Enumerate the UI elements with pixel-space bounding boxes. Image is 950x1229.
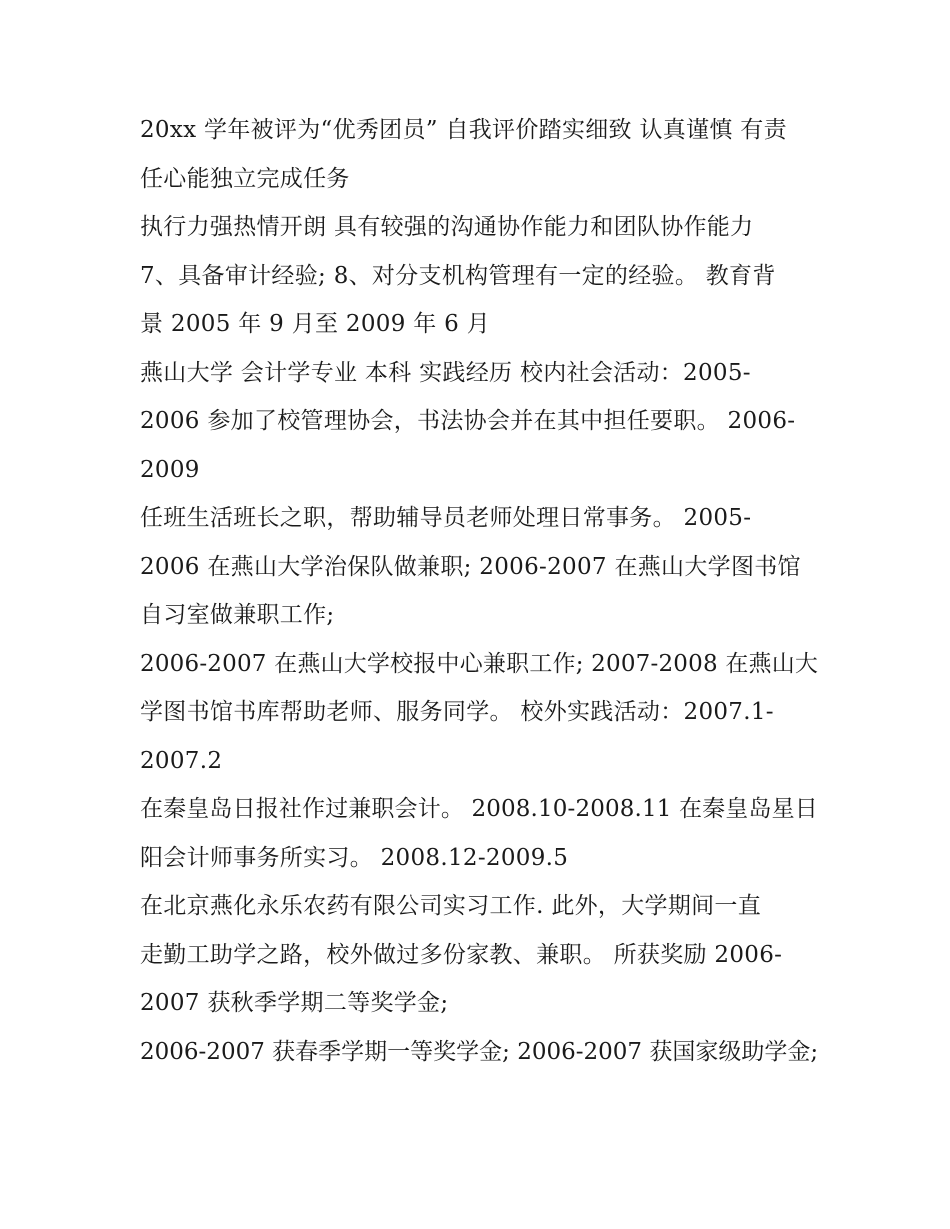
text-line: 学图书馆书库帮助老师、服务同学。 校外实践活动：2007.1- (140, 699, 774, 725)
text-line: 燕山大学 会计学专业 本科 实践经历 校内社会活动：2005- (140, 359, 751, 386)
text-line: 执行力强热情开朗 具有较强的沟通协作能力和团队协作能力 (140, 214, 754, 240)
text-line: 阳会计师事务所实习。 2008.12-2009.5 (140, 844, 569, 871)
text-line: 2006-2007 在燕山大学校报中心兼职工作; 2007-2008 在燕山大 (140, 650, 819, 677)
text-line: 2007 获秋季学期二等奖学金; (140, 990, 449, 1016)
text-line: 7、具备审计经验; 8、对分支机构管理有一定的经验。 教育背 (140, 262, 776, 289)
text-line: 任心能独立完成任务 (140, 165, 350, 192)
text-line: 2009 (140, 456, 200, 483)
text-line: 2006-2007 获春季学期一等奖学金; 2006-2007 获国家级助学金; (140, 1038, 819, 1065)
text-line: 2006 参加了校管理协会，书法协会并在其中担任要职。 2006- (140, 408, 796, 434)
text-line: 2007.2 (140, 747, 223, 774)
text-line: 在秦皇岛日报社作过兼职会计。 2008.10-2008.11 在秦皇岛星日 (140, 796, 818, 822)
text-line: 2006 在燕山大学治保队做兼职; 2006-2007 在燕山大学图书馆 (140, 553, 801, 580)
text-line: 20xx 学年被评为“优秀团员” 自我评价踏实细致 认真谨慎 有责 (140, 117, 787, 143)
document-body (140, 106, 820, 1076)
text-line: 任班生活班长之职，帮助辅导员老师处理日常事务。 2005- (140, 505, 752, 531)
text-line: 在北京燕化永乐农药有限公司实习工作. 此外，大学期间一直 (140, 893, 762, 919)
text-line: 走勤工助学之路，校外做过多份家教、兼职。 所获奖励 2006- (140, 941, 783, 968)
text-line: 自习室做兼职工作; (140, 602, 335, 628)
text-line: 景 2005 年 9 月至 2009 年 6 月 (140, 311, 491, 337)
